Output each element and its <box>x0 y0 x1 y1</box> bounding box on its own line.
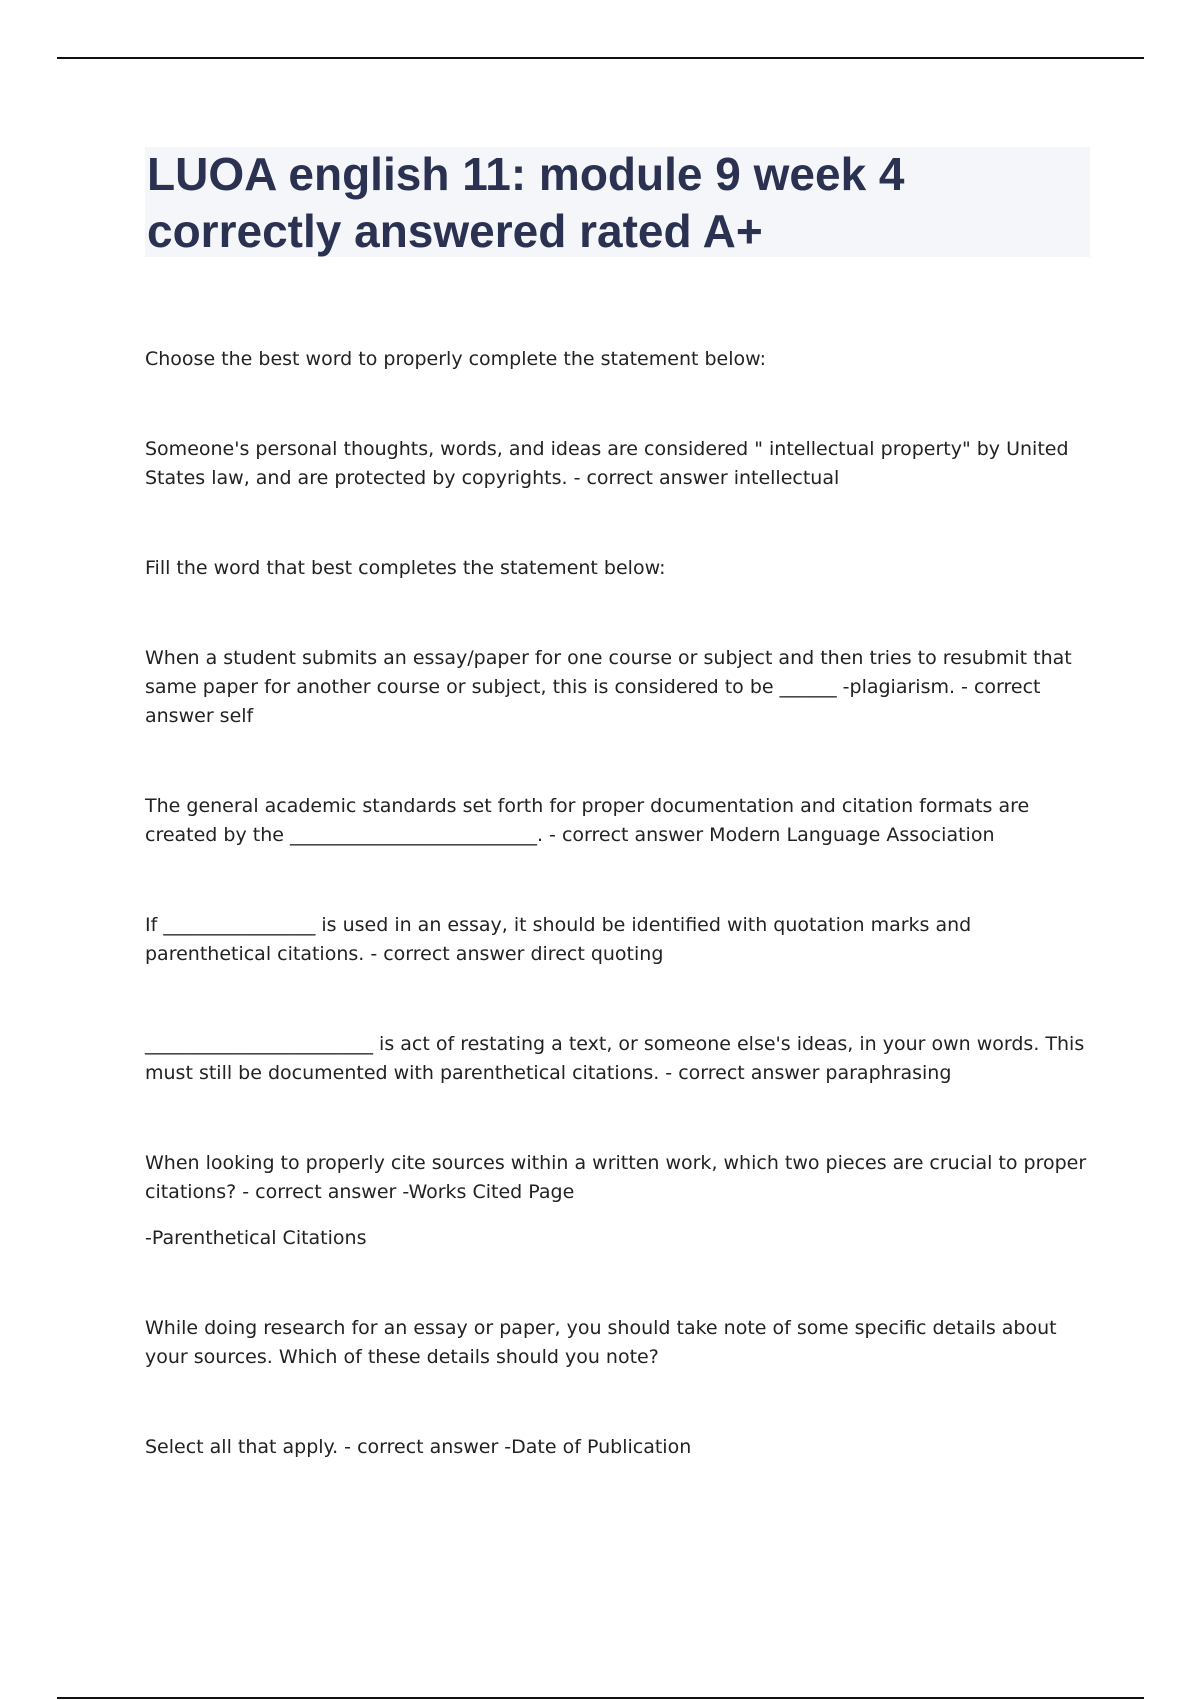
question-answer-7: Select all that apply. - correct answer -Date of Publication <box>145 1436 692 1458</box>
title-block <box>145 147 1090 257</box>
question-answer-2: When a student submits an essay/paper for one course or subject and then tries to resubmit that same paper for another course or subject, this is considered to be ______ -plagiarism. - correct answer self <box>145 647 1078 727</box>
question-prompt-7: While doing research for an essay or paper, you should take note of some specific details about your sources. Which of these details should you note? <box>145 1317 1063 1368</box>
question-answer-4: If ________________ is used in an essay, it should be identified with quotation marks and parenthetical citations. - correct answer direct quoting <box>145 914 978 965</box>
document-body <box>145 345 1093 1462</box>
question-answer-6: When looking to properly cite sources within a written work, which two pieces are crucial to proper citations? - correct answer -Works Cited Page <box>145 1152 1093 1203</box>
document-title: LUOA english 11: module 9 week 4 correctly answered rated A+ <box>147 148 905 257</box>
question-answer-5: ________________________ is act of restating a text, or someone else's ideas, in your own words. This must still be documented with parenthetical citations. - correct answer paraphrasing <box>145 1033 1091 1084</box>
answer-continuation: -Parenthetical Citations <box>145 1227 367 1249</box>
question-answer-1: Someone's personal thoughts, words, and ideas are considered " intellectual property" by United States law, and are protected by copyrights. - correct answer intellectual <box>145 438 1075 489</box>
question-prompt-2: Fill the word that best completes the statement below: <box>145 557 666 579</box>
bottom-divider <box>57 1697 1144 1699</box>
question-answer-3: The general academic standards set forth for proper documentation and citation formats are created by the __________________________. - correct answer Modern Language Association <box>145 795 1036 846</box>
question-prompt-1: Choose the best word to properly complete the statement below: <box>145 348 767 370</box>
top-divider <box>57 57 1144 59</box>
